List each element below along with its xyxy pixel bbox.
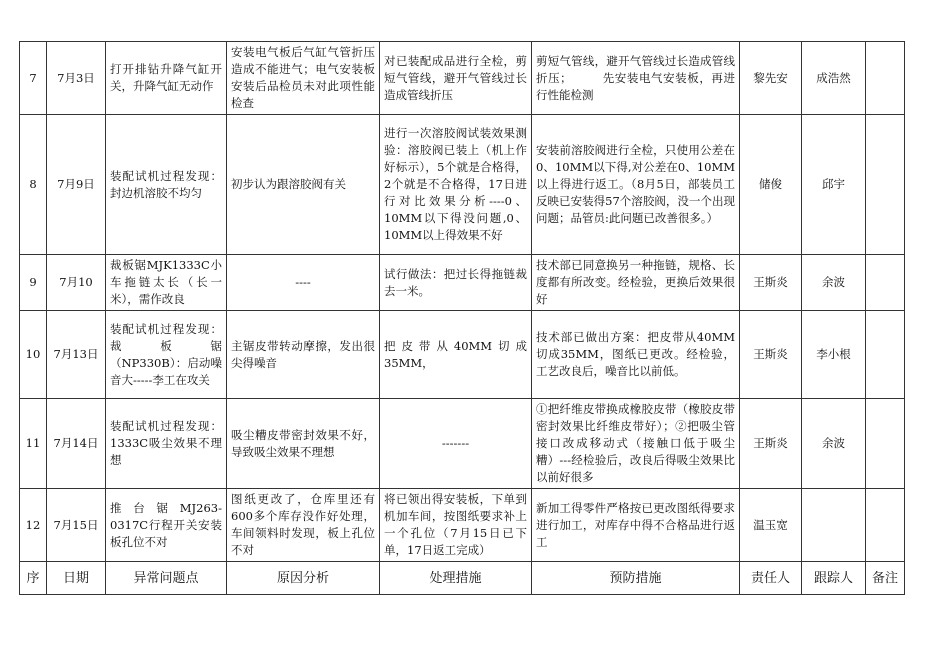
row-handling: 进行一次溶胶阀试装效果测验：溶胶阀已装上（机上作好标示），5个就是合格得，2个就是不合格得，17日进行对比效果分析----0、10MM以下得没问题,0、10MM以上得效果不好: [380, 115, 532, 255]
row-cause: 安装电气板后气缸气管折压造成不能进气；电气安装板安装后品检员未对此项性能检查: [227, 42, 380, 115]
row-tracker: 李小根: [802, 311, 866, 399]
row-note: [866, 42, 905, 115]
row-cause: 主锯皮带转动摩擦，发出很尖得噪音: [227, 311, 380, 399]
row-date: 7月15日: [47, 489, 106, 562]
row-date: 7月9日: [47, 115, 106, 255]
row-handling: 对已装配成品进行全检，剪短气管线，避开气管线过长造成管线折压: [380, 42, 532, 115]
row-owner: 王斯炎: [740, 311, 802, 399]
row-note: [866, 399, 905, 489]
row-index: 9: [20, 255, 47, 311]
issue-log-table: [19, 41, 905, 595]
row-index: 7: [20, 42, 47, 115]
header-handling: 处理措施: [380, 562, 532, 595]
row-prevention: 剪短气管线，避开气管线过长造成管线折压； 先安装电气安装板，再进行性能检测: [532, 42, 740, 115]
row-tracker: 邱宇: [802, 115, 866, 255]
row-handling: -------: [380, 399, 532, 489]
header-cause: 原因分析: [227, 562, 380, 595]
row-prevention: 技术部已做出方案：把皮带从40MM切成35MM，图纸已更改。经检验，工艺改良后，噪音比以前低。: [532, 311, 740, 399]
row-prevention: ①把纤维皮带换成橡胶皮带（橡胶皮带密封效果比纤维皮带好）；②把吸尘管接口改成移动式（接触口低于吸尘糟）---经检验后，改良后得吸尘效果比以前好很多: [532, 399, 740, 489]
header-owner: 责任人: [740, 562, 802, 595]
row-index: 10: [20, 311, 47, 399]
row-tracker: 余波: [802, 399, 866, 489]
row-owner: 温玉宽: [740, 489, 802, 562]
header-note: 备注: [866, 562, 905, 595]
row-date: 7月13日: [47, 311, 106, 399]
row-note: [866, 311, 905, 399]
row-index: 11: [20, 399, 47, 489]
table-row: [20, 42, 905, 115]
row-index: 12: [20, 489, 47, 562]
row-issue: 装配试机过程发现：封边机溶胶不均匀: [106, 115, 227, 255]
row-prevention: 技术部已同意换另一种拖链，规格、长度都有所改变。经检验，更换后效果很好: [532, 255, 740, 311]
row-date: 7月14日: [47, 399, 106, 489]
row-prevention: 新加工得零件严格按已更改图纸得要求进行加工，对库存中得不合格品进行返工: [532, 489, 740, 562]
row-tracker: 成浩然: [802, 42, 866, 115]
row-note: [866, 255, 905, 311]
header-date: 日期: [47, 562, 106, 595]
row-issue: 打开排钻升降气缸开关，升降气缸无动作: [106, 42, 227, 115]
row-index: 8: [20, 115, 47, 255]
row-issue: 装配试机过程发现：1333C吸尘效果不理想: [106, 399, 227, 489]
row-handling: 试行做法：把过长得拖链裁去一米。: [380, 255, 532, 311]
row-owner: 储俊: [740, 115, 802, 255]
row-handling: 将已领出得安装板，下单到机加车间，按图纸要求补上一个孔位（7月15日已下单，17日返工完成）: [380, 489, 532, 562]
row-tracker: 余波: [802, 255, 866, 311]
row-note: [866, 489, 905, 562]
row-cause: ----: [227, 255, 380, 311]
table-row: [20, 115, 905, 255]
header-index: 序: [20, 562, 47, 595]
row-cause: 初步认为跟溶胶阀有关: [227, 115, 380, 255]
header-prevention: 预防措施: [532, 562, 740, 595]
row-owner: 王斯炎: [740, 399, 802, 489]
header-tracker: 跟踪人: [802, 562, 866, 595]
header-issue: 异常问题点: [106, 562, 227, 595]
row-owner: 黎先安: [740, 42, 802, 115]
row-cause: 吸尘糟皮带密封效果不好，导致吸尘效果不理想: [227, 399, 380, 489]
row-cause: 图纸更改了，仓库里还有600多个库存没作好处理，车间领料时发现，板上孔位不对: [227, 489, 380, 562]
table-header-row: [20, 562, 905, 595]
row-issue: 裁板锯MJK1333C小车拖链太长（长一米），需作改良: [106, 255, 227, 311]
row-issue: 装配试机过程发现：裁 板 锯（NP330B）：启动噪音大-----李工在攻关: [106, 311, 227, 399]
row-handling: 把皮带从40MM切成35MM，: [380, 311, 532, 399]
row-date: 7月3日: [47, 42, 106, 115]
row-tracker: [802, 489, 866, 562]
table-row: [20, 311, 905, 399]
row-owner: 王斯炎: [740, 255, 802, 311]
table-row: [20, 489, 905, 562]
row-issue: 推台锯MJ263-0317C行程开关安装板孔位不对: [106, 489, 227, 562]
table-row: [20, 255, 905, 311]
row-date: 7月10: [47, 255, 106, 311]
row-note: [866, 115, 905, 255]
row-prevention: 安装前溶胶阀进行全检，只使用公差在0、10MM以下得,对公差在0、10MM以上得进行返工。（8月5日，部装员工反映已安装得57个溶胶阀，没一个出现问题；品管员:此问题已改善很多。）: [532, 115, 740, 255]
table-row: [20, 399, 905, 489]
